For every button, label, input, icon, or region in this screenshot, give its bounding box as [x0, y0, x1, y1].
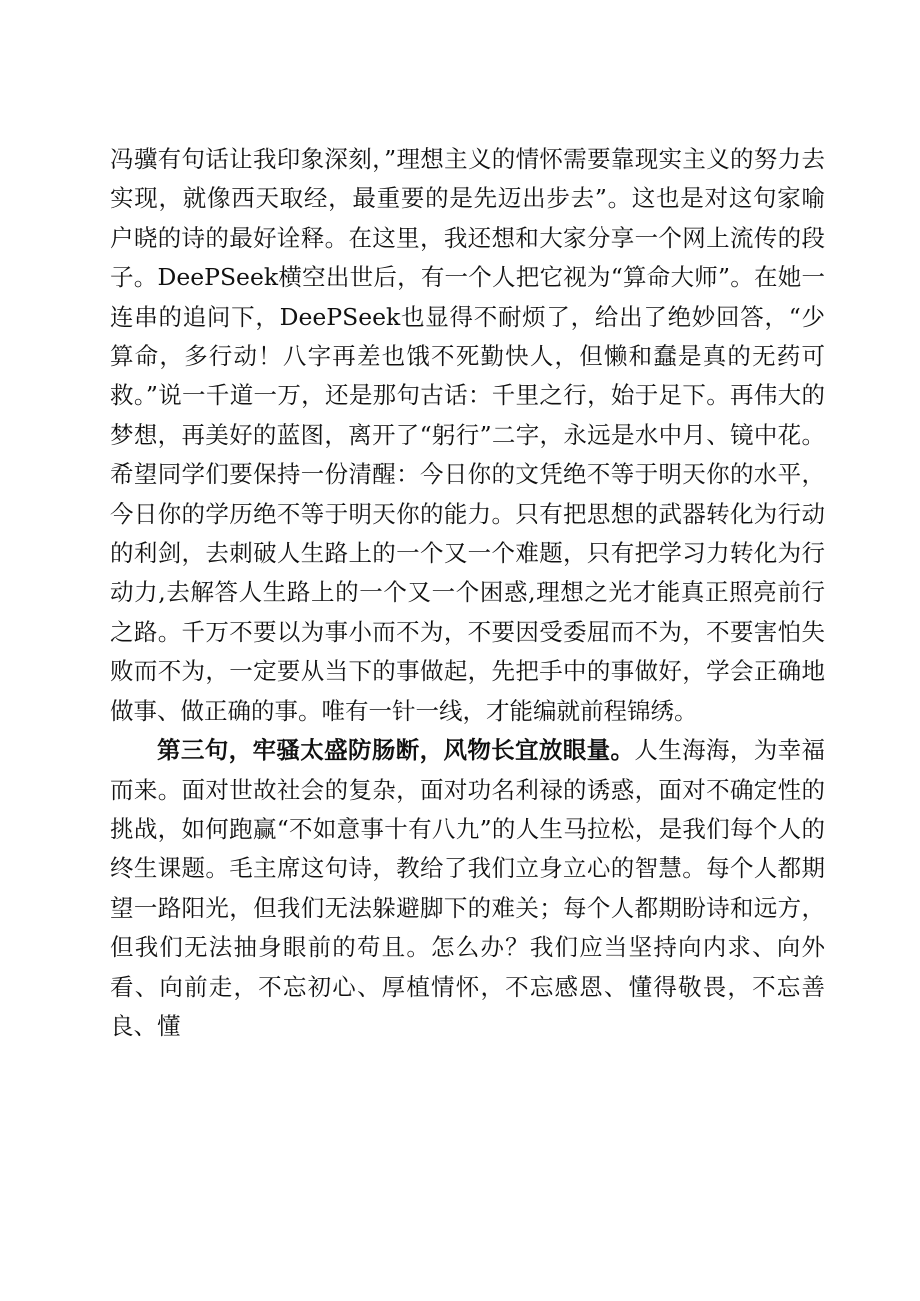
paragraph-1: 冯骥有句话让我印象深刻，”理想主义的情怀需要靠现实主义的努力去实现，就像西天取经，最重要的是先迈出步去”。这也是对这句家喻户晓的诗的最好诠释。在这里，我还想和大家分享一个网上流传的段子。DeePSeek横空出世后，有一个人把它视为“算命大师”。在她一连串的追问下，DeePSeek也显得不耐烦了，给出了绝妙回答，“少算命，多行动！八字再差也饿不死勤快人，但懒和蠢是真的无药可救。”说一千道一万，还是那句古话：千里之行，始于足下。再伟大的梦想，再美好的蓝图，离开了“躬行”二字，永远是水中月、镜中花。希望同学们要保持一份清醒：今日你的文凭绝不等于明天你的水平，今日你的学历绝不等于明天你的能力。只有把思想的武器转化为行动的利剑，去刺破人生路上的一个又一个难题，只有把学习力转化为行动力,去解答人生路上的一个又一个困惑,理想之光才能真正照亮前行之路。千万不要以为事小而不为，不要因受委屈而不为，不要害怕失败而不为，一定要从当下的事做起，先把手中的事做好，学会正确地做事、做正确的事。唯有一针一线，才能编就前程锦绣。	[110, 145, 825, 725]
paragraph-2-heading: 第三句，牢骚太盛防肠断，风物长宜放眼量。	[157, 736, 635, 765]
paragraph-2	[110, 731, 825, 1046]
paragraph-2-body: 人生海海，为幸福而来。面对世故社会的复杂，面对功名利禄的诱惑，面对不确定性的挑战，如何跑赢“不如意事十有八九”的人生马拉松，是我们每个人的终生课题。毛主席这句诗，教给了我们立身立心的智慧。每个人都期望一路阳光，但我们无法躲避脚下的难关；每个人都期盼诗和远方，但我们无法抽身眼前的苟且。怎么办？我们应当坚持向内求、向外看、向前走，不忘初心、厚植情怀，不忘感恩、懂得敬畏，不忘善良、懂	[110, 736, 826, 1040]
document-body	[110, 140, 825, 1046]
